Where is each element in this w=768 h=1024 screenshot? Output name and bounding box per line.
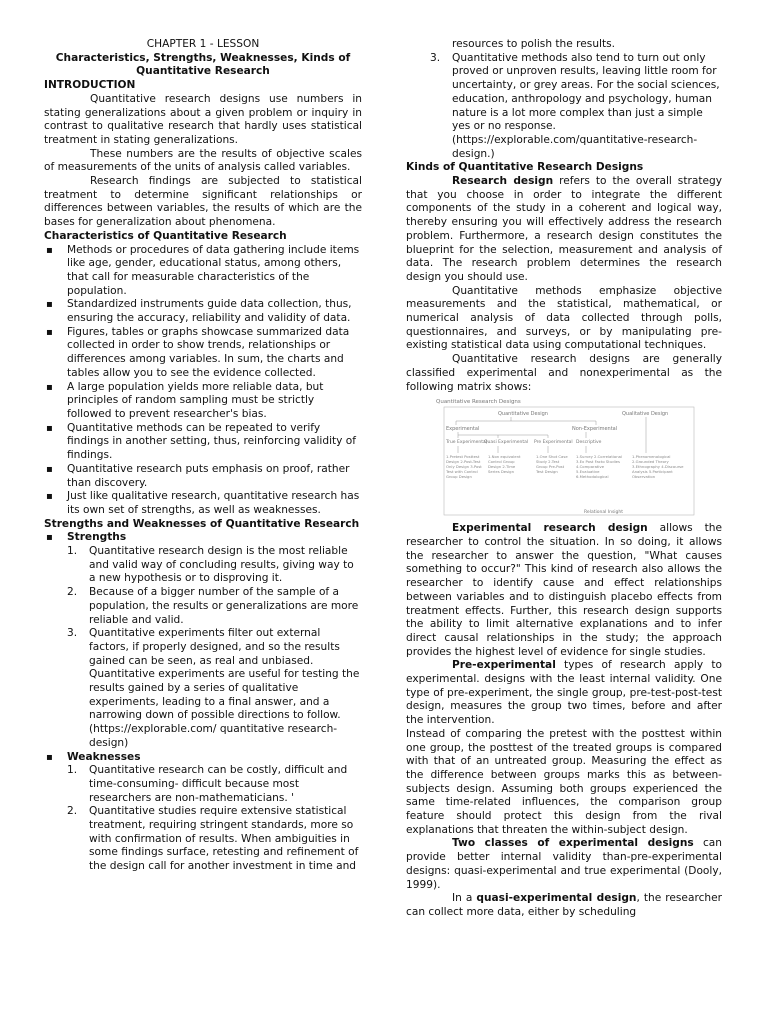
list-item: ▪ A large population yields more reliable data, but principles of random sampling must be strictly followed to prevent researcher's bias. [44, 381, 362, 422]
list-item: 3. Quantitative methods also tend to turn out only proved or unproven results, leaving little room for uncertainty, or grey areas. For the social sciences, education, anthropology and psychology, human nature is a lot more complex than just a simple yes or no response. (https://explorable.com/quantitative-research-design.) [430, 51, 720, 160]
list-item: 1. Quantitative research can be costly, difficult and time-consuming- difficult because most researchers are non-mathematicians. ' [67, 764, 348, 804]
matrix-descriptive: Descriptive [576, 440, 602, 446]
matrix-true-items: 1.Pretest Posttest Design 2.Post-Test Only Design 3.Post Test with Control Group Design [446, 454, 482, 480]
intro-paragraph-3: Research findings are subjected to statistical treatment to determine significant relationships or differences between variables, the results of which are the bases for generalization about phenomena. [44, 175, 362, 229]
strengths-weaknesses-heading: Strengths and Weaknesses of Quantitative Research [44, 517, 360, 530]
matrix-true-exp: True Experimental [446, 440, 487, 446]
intro-heading: INTRODUCTION [44, 79, 136, 92]
list-item: ▪ Figures, tables or graphs showcase summarized data collected in order to show trends, relationships or differences among variables. In sum, the charts and tables allow you to see the evidence collected. [44, 326, 362, 381]
quantitative-methods-paragraph: Quantitative methods emphasize objective measurements and the statistical, mathematical, or numerical analysis of data collected through polls, questionnaires, and surveys, or by manipulating pre-existing statistical data using computational techniques. [406, 284, 722, 352]
matrix-title: Quantitative Research Designs [436, 399, 521, 406]
list-item: resources to polish the results. [452, 38, 616, 50]
list-item: 2. Because of a bigger number of the sample of a population, the results or generalizations are more reliable and valid. [67, 586, 359, 626]
matrix-quant: Quantitative Design [498, 411, 548, 418]
experimental-paragraph: Experimental research design allows the researcher to control the situation. In so doing, it allows the researcher to answer the question, "What causes something to occur?" This kind of research also allows the researcher to identify cause and effect relationships between variables and to distinguish placebo effects from treatment effects. Further, this research design supports the ability to limit alternative explanations and to infer direct causal relationships in the study; the approach provides the highest level of evidence for single studies. [406, 522, 722, 658]
list-item: 1. Quantitative research design is the most reliable and valid way of concluding results, giving way to a new hypothesis or to disproving it. [67, 545, 354, 585]
weaknesses-continued [406, 38, 722, 161]
characteristics-list [44, 244, 362, 518]
intro-paragraph-2: These numbers are the results of objective scales of measurements of the units of analysis called variables. [44, 147, 362, 174]
weaknesses-list [67, 764, 362, 874]
matrix-quasi-exp: Quasi Experimental [484, 440, 529, 446]
list-item: ▪ Just like qualitative research, quantitative research has its own set of strengths, as well as weaknesses. [44, 490, 362, 517]
pre-experimental-paragraph: Pre-experimental types of research apply to experimental. designs with the least internal validity. One type of pre-experiment, the single group, pre-test-post-test design, measures the group two times, before and after the intervention. [406, 659, 722, 727]
list-item: ▪ Methods or procedures of data gathering include items like age, gender, educational status, among others, that call for measurable characteristics of the population. [44, 244, 362, 299]
quasi-paragraph: In a quasi-experimental design, the researcher can collect more data, either by scheduling [406, 892, 722, 918]
matrix-footer: Relational Insight [584, 510, 624, 516]
kinds-heading: Kinds of Quantitative Research Designs [406, 161, 644, 174]
matrix-desc-items: 1.Survey 2.Correlational 3.Ex Post Facto Studies 4.Comparative 5.Evaluative 6.Methodological [576, 454, 622, 480]
matrix-qual-items: 1.Phenomenological 2.Grounded Theory 3.Ethnography 4.Discourse Analysis 5.Participant Observation [632, 454, 684, 480]
matrix-nonexperimental: Non-Experimental [572, 426, 618, 433]
weaknesses-label: Weaknesses [67, 750, 141, 763]
strengths-label: Strengths [67, 531, 127, 544]
classified-paragraph: Quantitative research designs are generally classified experimental and nonexperimental as the following matrix shows: [406, 353, 722, 393]
matrix-pre-exp: Pre Experimental [534, 440, 573, 446]
strengths-list [67, 545, 362, 751]
left-column [44, 38, 362, 874]
matrix-quasi-items: 1.Non equivalent Control Group Design 2.Time Series Design [488, 454, 521, 475]
list-item: ▪ Standardized instruments guide data collection, thus, ensuring the accuracy, reliability and validity of data. [44, 298, 362, 325]
research-design-paragraph: Research design refers to the overall strategy that you choose in order to integrate the different components of the study in a coherent and logical way, thereby ensuring you will effectively address the research problem. Furthermore, a research design constitutes the blueprint for the selection, measurement and analysis of data. The research problem determines the research design you should use. [406, 175, 722, 283]
list-item: 3. Quantitative experiments filter out external factors, if properly designed, and so the results gained can be seen, as real and unbiased. Quantitative experiments are useful for testing the results gained by a series of qualitative experiments, leading to a final answer, and a narrowing down of possible directions to follow. (https://explorable.com/ quantitative research-design) [67, 627, 360, 749]
matrix-pre-items: 1.One Shot Case Study 2.Test Group Pre-Post Test Design [536, 454, 568, 475]
lesson-title: Characteristics, Strengths, Weaknesses, Kinds of Quantitative Research [55, 51, 351, 78]
matrix-experimental: Experimental [446, 426, 480, 433]
list-item: 2. Quantitative studies require extensive statistical treatment, requiring stringent standards, more so with confirmation of results. When ambiguities in some findings surface, retesting and refinement of the design call for another investment in time and [67, 805, 359, 873]
list-item: ▪ Quantitative research puts emphasis on proof, rather than discovery. [44, 463, 362, 490]
weaknesses-item [44, 751, 362, 874]
right-column [406, 38, 722, 920]
list-item: ▪ Quantitative methods can be repeated to verify findings in another setting, thus, reinforcing validity of findings. [44, 422, 362, 463]
instead-paragraph: Instead of comparing the pretest with the posttest within one group, the posttest of the treated groups is compared with that of an untreated group. Measuring the effect as the difference between groups marks this as between-subjects design. Assuming both groups experienced the same time-related influences, the comparison group feature should protect this design from the rival explanations that threaten the within-subject design. [406, 727, 722, 836]
characteristics-heading: Characteristics of Quantitative Research [44, 229, 287, 242]
two-classes-paragraph: Two classes of experimental designs can provide better internal validity than-pre-experimental designs: quasi-experimental and true experimental (Dooly, 1999). [406, 837, 722, 891]
research-designs-matrix [436, 397, 698, 519]
strengths-item [44, 531, 362, 750]
matrix-diagram [436, 397, 698, 519]
strengths-weaknesses-list [44, 531, 362, 874]
chapter-label: CHAPTER 1 - LESSON [146, 38, 260, 50]
intro-paragraph-1: Quantitative research designs use numbers in stating generalizations about a given problem or inquiry in contrast to qualitative research that hardly uses statistical treatment in stating generalizations. [44, 92, 362, 146]
matrix-qual: Qualitative Design [622, 411, 669, 418]
